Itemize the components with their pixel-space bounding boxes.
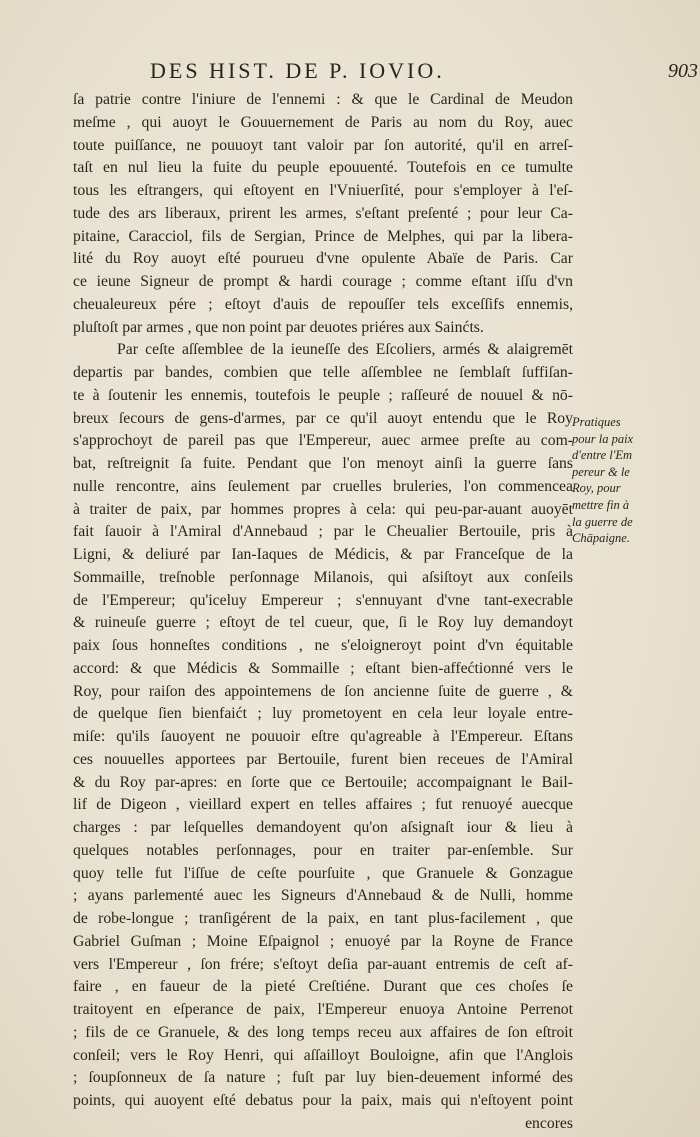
margin-note-line: mettre fin à — [572, 497, 630, 512]
text-line: nulle rencontre, ains ſeulement par cruelles bruleries, l'on commencea — [73, 477, 573, 495]
text-line: s'approchoyt de pareil pas que l'Empereur, auec armee preſte au com- — [73, 432, 573, 450]
body-text — [73, 89, 573, 1136]
text-line: pitaine, Caracciol, fils de Sergian, Prince de Melphes, qui par la libera- — [73, 227, 573, 245]
page-number: 903 — [668, 60, 698, 82]
text-line: vers l'Empereur , ſon frére; s'eſtoyt deſia par-auant entremis de ceſt af- — [73, 955, 573, 973]
text-line: Sommaille, treſnoble perſonnage Milanois, qui aſsiſtoyt aux conſeils — [73, 568, 573, 586]
text-line: de quelque ſien bienfaićt ; luy prometoyent en cela leur loyale entre- — [73, 705, 573, 723]
text-line: quoy telle fut l'iſſue de ceſte pourſuite , que Granuele & Gonzague — [73, 864, 573, 882]
text-line: lif de Digeon , vieillard expert en telles affaires ; fut renuoyé auecque — [73, 796, 573, 814]
text-line: bat, reſtreignit ſa fuite. Pendant que l'on menoyt ainſi la guerre ſans — [73, 455, 573, 472]
text-line: ; ſoupſonneux de ſa nature ; fuſt par luy bien-deuement informé des — [73, 1069, 573, 1087]
margin-note-line: Roy, pour — [572, 481, 621, 496]
text-line: pluſtoſt par armes , que non point par deuotes priéres aux Sainćts. — [73, 318, 484, 336]
text-line: ce ieune Signeur de prompt & hardi courage ; comme eſtant iſſu d'vn — [73, 273, 573, 290]
text-line: breux ſecours de gens-d'armes, par ce qu'il auoyt entendu que le Roy — [73, 409, 573, 427]
page-header — [150, 58, 698, 88]
text-line: faire , en faueur de la pieté Creſtiéne. Durant que ces choſes ſe — [73, 978, 573, 996]
text-line: de robe-longue ; tranſigérent de la paix, en tant plus-facilement , que — [73, 910, 573, 927]
text-line: charges : par leſquelles demandoyent qu'on aſsignaſt iour & lieu à — [73, 819, 573, 836]
text-line: taſt en nul lieu la fuite du peuple epouuenté. Toutefois en ce tumulte — [73, 159, 573, 177]
text-line: tude des ars liberaux, prirent les armes, s'eſtant preſenté ; pour leur Ca- — [73, 204, 573, 222]
text-line: traitoyent en eſperance de paix, l'Empereur enuoya Antoine Perrenot — [73, 1001, 573, 1018]
text-line: Gabriel Guſman ; Moine Eſpaignol ; enuoyé par la Royne de France — [73, 932, 573, 950]
text-line: ; fils de ce Granuele, & des long temps receu aux affaires de ſon eſtroit — [73, 1023, 573, 1041]
text-line: fait ſauoir à l'Amiral d'Annebaud ; par le Cheualier Bertouile, pris à — [73, 523, 573, 541]
margin-note-line: pour la paix — [572, 431, 634, 446]
text-line: & du Roy par-apres: en ſorte que ce Bertouile; accompaignant le Bail- — [73, 773, 573, 791]
text-line: departis par bandes, combien que telle aſſemblee ne ſemblaſt ſuffiſan- — [73, 364, 573, 381]
text-line: de l'Empereur; qu'iceluy Empereur ; s'ennuyant d'vne tant-execrable — [73, 591, 573, 609]
margin-note-line: pereur & le — [572, 464, 630, 479]
margin-note-line: d'entre l'Em — [572, 448, 633, 463]
text-line: accord: & que Médicis & Sommaille ; eſtant bien-affećtionné vers le — [73, 659, 573, 677]
text-line: cheualeureux pére ; eſtoyt d'auis de repouſſer tels exceſſifs ennemis, — [73, 295, 573, 313]
text-line: à traiter de paix, par hommes propres à cela: qui peu-par-auant auoyēt — [73, 500, 573, 518]
text-line: conſeil; vers le Roy Henri, qui aſſailloyt Bouloigne, afin que l'Anglois — [73, 1046, 573, 1064]
catchword: encores — [525, 1114, 573, 1132]
text-line: meſme , qui auoyt le Gouuernement de Paris au nom du Roy, auec — [73, 113, 573, 131]
text-line: & ruineuſe guerre ; eſtoyt de tel cueur, que, ſi le Roy luy demandoyt — [73, 614, 573, 632]
margin-note-line: la guerre de — [572, 514, 633, 529]
margin-note-line: Chāpaigne. — [572, 531, 630, 546]
running-head: DES HIST. DE P. IOVIO. — [150, 58, 445, 83]
text-line: ces nouuelles apportees par Bertouile, furent bien receues de l'Amiral — [73, 750, 573, 768]
text-line: ; ayans parlementé auec les Signeurs d'Annebaud & de Nulli, homme — [73, 887, 573, 905]
text-line: lité du Roy auoyt eſté pourueu d'vne opulente Abaïe de Paris. Car — [73, 250, 573, 268]
margin-note-line: Pratiques — [572, 415, 621, 429]
text-line: tous les eſtrangers, qui eſtoyent en l'Vniuerſité, pour s'employer à l'eſ- — [73, 182, 573, 199]
text-line: ſa patrie contre l'iniure de l'ennemi : & que le Cardinal de Meudon — [73, 91, 573, 108]
text-line: quelques notables perſonnages, pour en traiter par-enſemble. Sur — [73, 841, 573, 859]
text-line: Par ceſte aſſemblee de la ieuneſſe des Eſcoliers, armés & alaigremēt — [117, 341, 573, 359]
text-line: toute puiſſance, ne pouuoyt tant valoir par ſon autorité, qu'il en arreſ- — [73, 136, 573, 154]
text-line: miſe: qu'ils ſauoyent ne pouuoir eſtre qu'agreable à l'Empereur. Eſtans — [73, 728, 573, 745]
text-line: Ligni, & deliuré par Ian-Iaques de Médicis, & par Franceſque de la — [73, 546, 573, 563]
text-line: te à ſoutenir les ennemis, toutefois le peuple ; raſſeuré de nouuel & nō- — [73, 386, 573, 404]
margin-note — [572, 414, 692, 547]
text-line: paix ſous honneſtes conditions , ne s'eloigneroyt point d'vn équitable — [73, 637, 573, 654]
text-line: Roy, pour raiſon des appointemens de ſon ancienne ſuite de guerre , & — [73, 682, 573, 700]
text-line: points, qui auoyent eſté debatus pour la paix, mais qui n'eſtoyent point — [73, 1092, 573, 1109]
